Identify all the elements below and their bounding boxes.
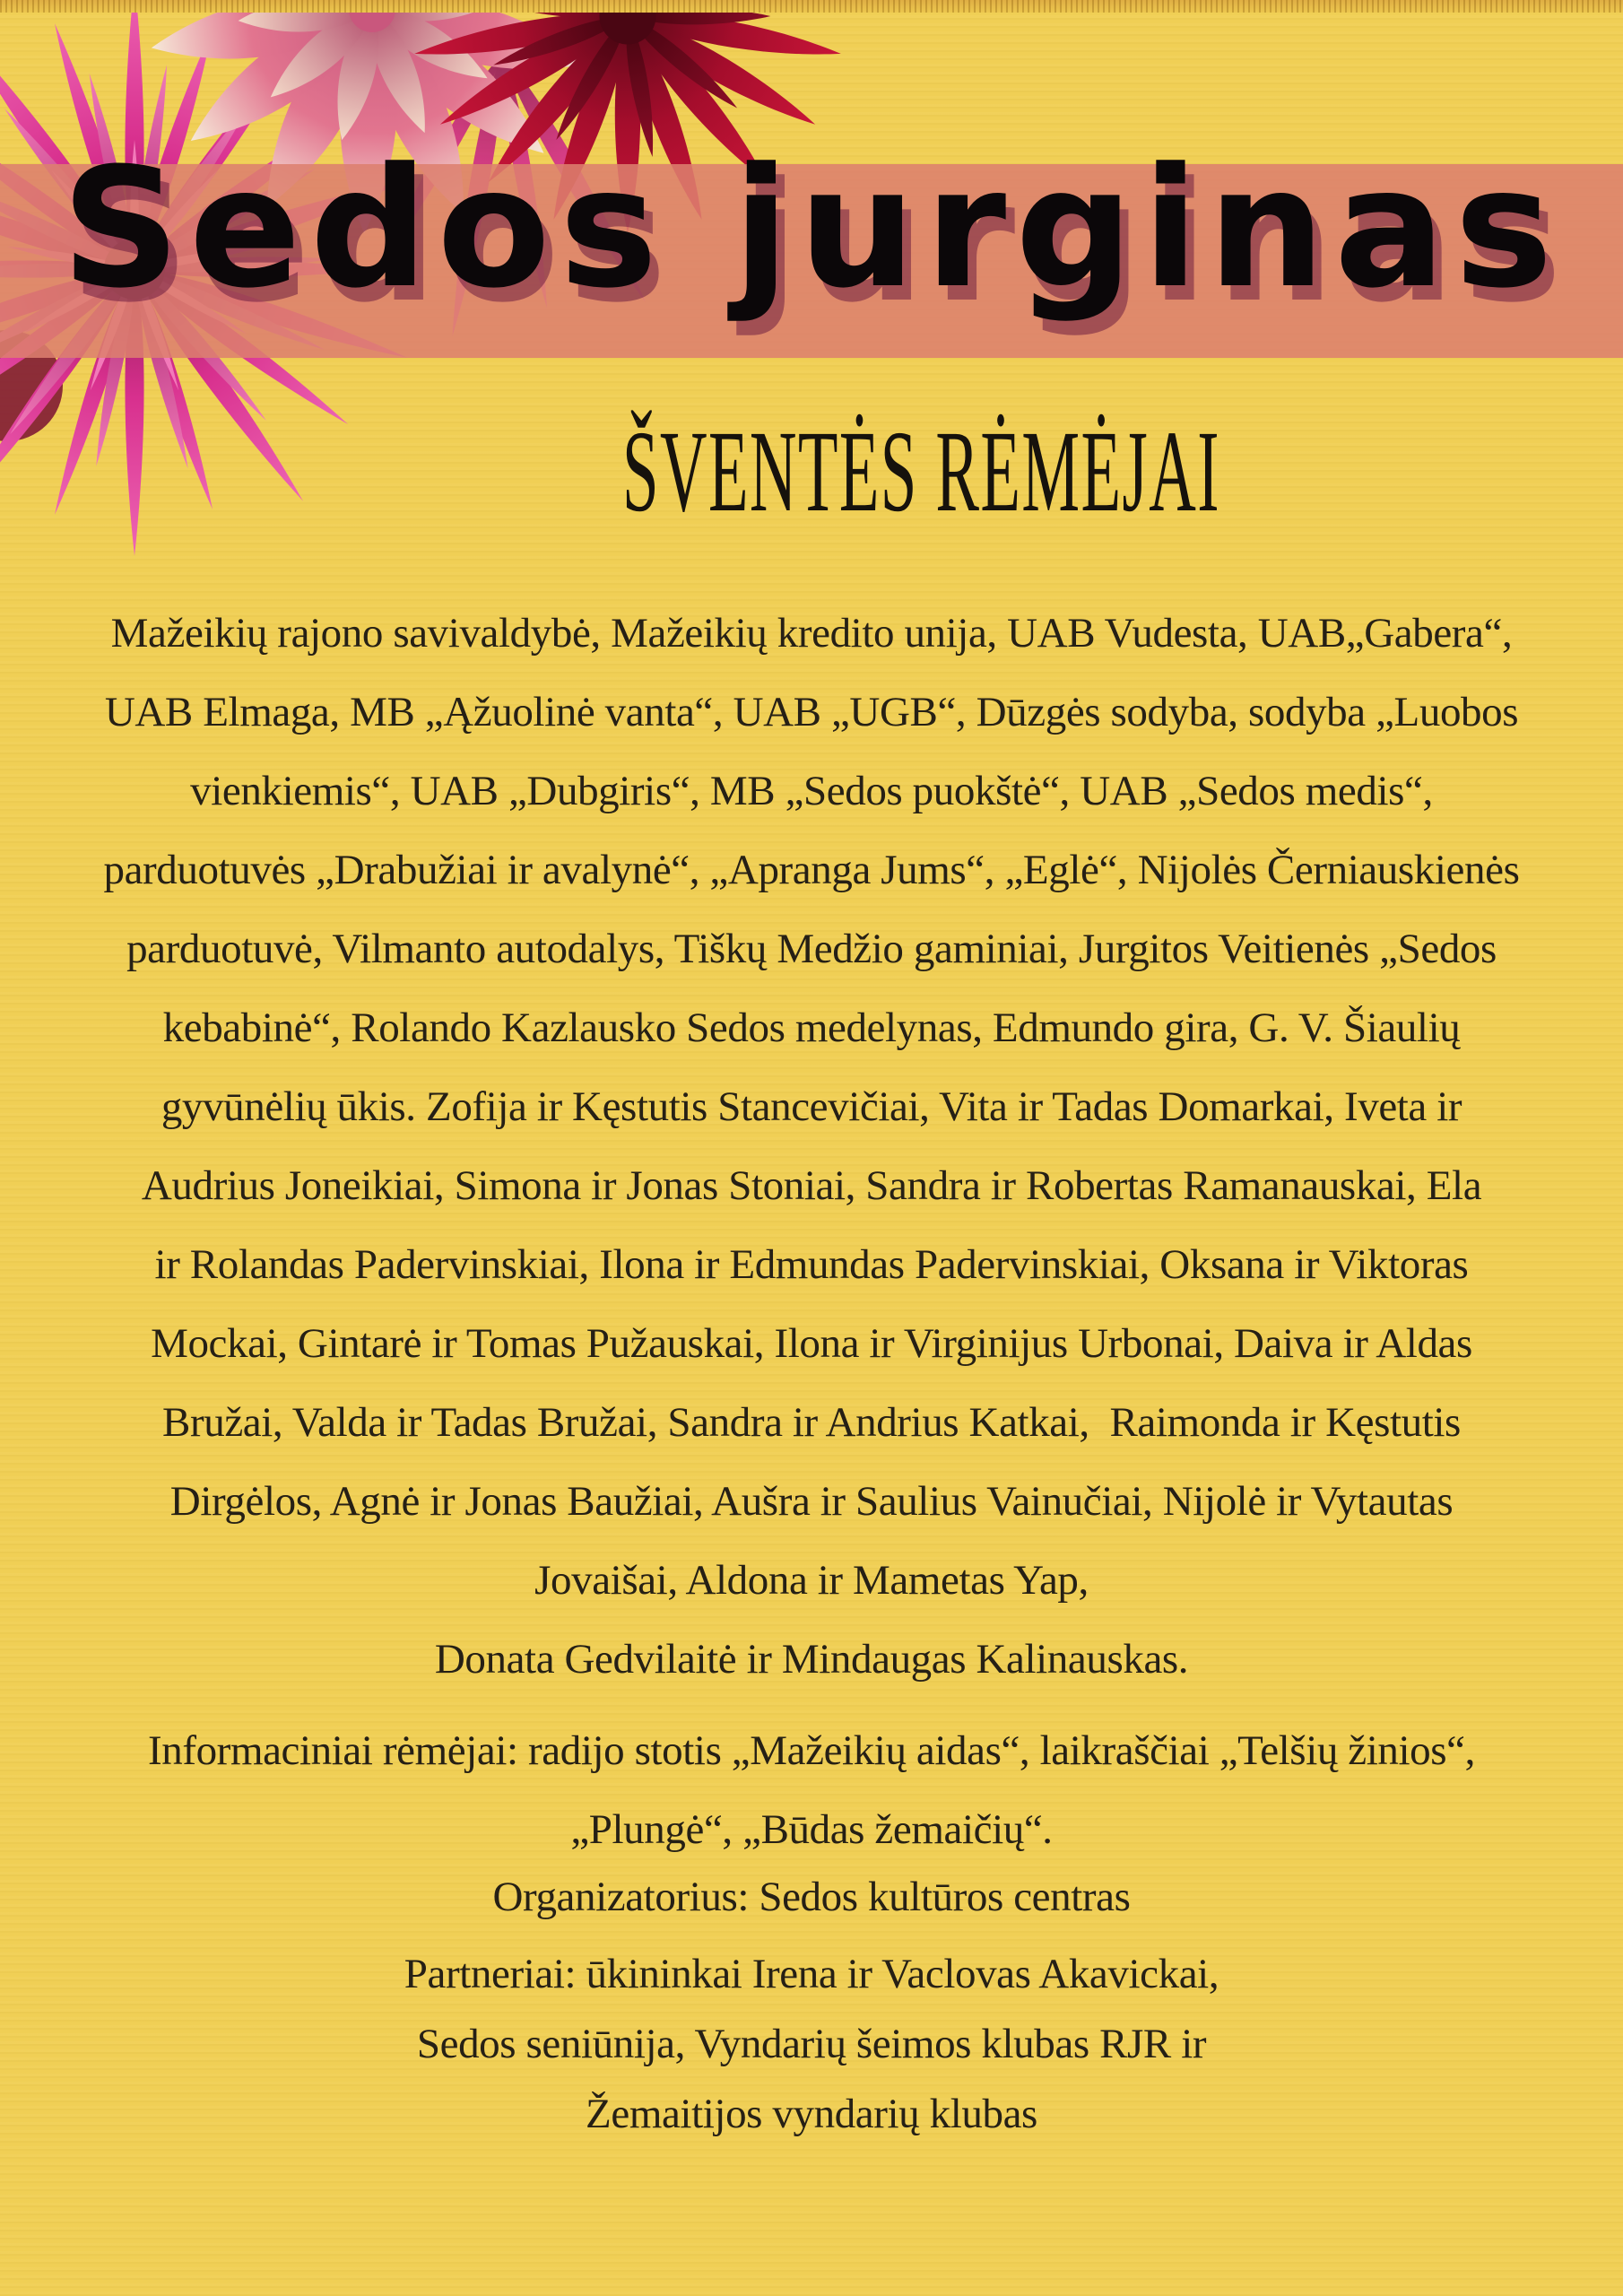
sponsor-line: Audrius Joneikiai, Simona ir Jonas Stoniai, Sandra ir Robertas Ramanauskai, Ela <box>141 1162 1482 1209</box>
media-sponsors <box>0 1711 1623 1869</box>
partner-line: Žemaitijos vyndarių klubas <box>586 2091 1037 2137</box>
sponsor-line: UAB Elmaga, MB „Ąžuolinė vanta“, UAB „UGB“, Dūzgės sodyba, sodyba „Luobos <box>104 689 1519 735</box>
sponsor-line: vienkiemis“, UAB „Dubgiris“, MB „Sedos puokštė“, UAB „Sedos medis“, <box>190 768 1433 814</box>
sponsor-line: parduotuvės „Drabužiai ir avalynė“, „Apranga Jums“, „Eglė“, Nijolės Černiauskienės <box>103 847 1520 893</box>
info-line: Informaciniai rėmėjai: radijo stotis „Mažeikių aidas“, laikraščiai „Telšių žinios“, <box>147 1727 1475 1774</box>
organizer <box>0 1869 1623 1925</box>
sponsor-line: kebabinė“, Rolando Kazlausko Sedos medelynas, Edmundo gira, G. V. Šiaulių <box>162 1004 1461 1051</box>
sponsor-line: Mockai, Gintarė ir Tomas Pužauskai, Ilona ir Virginijus Urbonai, Daiva ir Aldas <box>151 1320 1472 1367</box>
sponsor-line: parduotuvė, Vilmanto autodalys, Tiškų Medžio gaminiai, Jurgitos Veitienės „Sedos <box>126 926 1497 972</box>
top-paper-edge <box>0 0 1623 13</box>
sponsors-list <box>0 594 1623 1699</box>
sponsor-line: ir Rolandas Padervinskiai, Ilona ir Edmundas Padervinskiai, Oksana ir Viktoras <box>154 1241 1469 1288</box>
sponsor-line: Mažeikių rajono savivaldybė, Mažeikių kredito unija, UAB Vudesta, UAB„Gabera“, <box>110 610 1513 657</box>
partners <box>0 1939 1623 2149</box>
section-heading: ŠVENTĖS RĖMĖJAI <box>621 407 1220 536</box>
sponsor-line: Donata Gedvilaitė ir Mindaugas Kalinauskas. <box>434 1636 1189 1683</box>
organizer-line: Organizatorius: Sedos kultūros centras <box>492 1874 1131 1920</box>
sponsor-line: Bružai, Valda ir Tadas Bružai, Sandra ir Andrius Katkai, Raimonda ir Kęstutis <box>162 1399 1461 1446</box>
partner-line: Sedos seniūnija, Vyndarių šeimos klubas RJR ir <box>416 2021 1207 2067</box>
sponsor-line: Dirgėlos, Agnė ir Jonas Baužiai, Aušra ir Saulius Vainučiai, Nijolė ir Vytautas <box>169 1478 1454 1525</box>
poster-title: Sedos jurginas <box>61 133 1562 325</box>
sponsor-line: gyvūnėlių ūkis. Zofija ir Kęstutis Stancevičiai, Vita ir Tadas Domarkai, Iveta ir <box>161 1083 1462 1130</box>
sponsor-line: Jovaišai, Aldona ir Mametas Yap, <box>534 1557 1089 1604</box>
sponsors-text-block <box>0 594 1623 2149</box>
info-line: „Plungė“, „Būdas žemaičių“. <box>570 1806 1053 1853</box>
partner-line: Partneriai: ūkininkai Irena ir Vaclovas Akavickai, <box>404 1951 1219 1997</box>
